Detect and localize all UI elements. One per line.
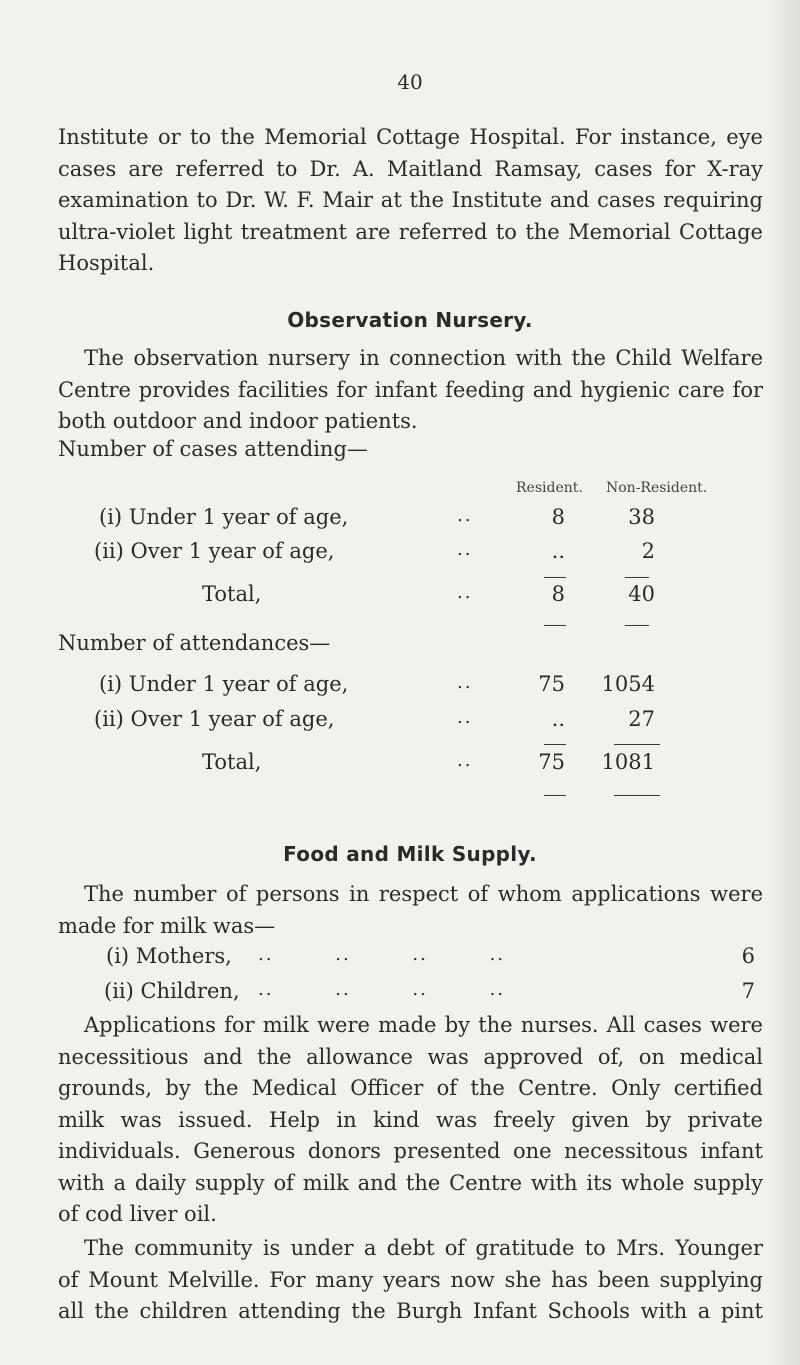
milk-row-value: 7 — [741, 979, 755, 1003]
attendance-row-label: (ii) Over 1 year of age, — [94, 707, 335, 731]
sum-rule — [625, 625, 649, 626]
milk-row-value: 6 — [741, 944, 755, 968]
text-line: ultra-violet light treatment are referred to the Memorial Cottage — [58, 219, 763, 244]
text-line: Applications for milk were made by the nurses. All cases were — [84, 1013, 763, 1037]
page-number: 40 — [397, 70, 423, 94]
attendances-total-nonresident: 1081 — [601, 750, 655, 774]
text-line: cases are referred to Dr. A. Maitland Ramsay, cases for X-ray — [58, 156, 763, 181]
milk-row-label: (ii) Children, — [104, 979, 240, 1003]
page-edge-shadow — [770, 0, 800, 1365]
cases-total-nonresident: 40 — [628, 582, 655, 606]
cases-total-label: Total, — [202, 582, 262, 606]
food-paragraph-2 — [58, 1233, 763, 1328]
text-line: Institute or to the Memorial Cottage Hospital. For instance, eye — [58, 125, 763, 149]
leader-dots: .. — [457, 582, 473, 603]
text-line: of Mount Melville. For many years now she has been supplying — [58, 1267, 763, 1292]
attendance-nonresident-value: 27 — [628, 707, 655, 731]
cases-heading: Number of cases attending— — [58, 437, 368, 461]
attendances-heading: Number of attendances— — [58, 631, 331, 655]
text-line: Hospital. — [58, 251, 155, 275]
food-paragraph-1 — [58, 1010, 763, 1231]
sum-rule — [625, 577, 649, 578]
leader-dots: .. — [457, 672, 473, 693]
intro-paragraph — [58, 122, 763, 280]
text-line: both outdoor and indoor patients. — [58, 409, 418, 433]
leader-dots: .. — [457, 707, 473, 728]
attendances-total-resident: 75 — [538, 750, 565, 774]
sum-rule — [614, 795, 660, 796]
cases-resident-value: .. — [551, 539, 565, 563]
milk-row-label: (i) Mothers, — [106, 944, 232, 968]
text-line: The number of persons in respect of whom applications were — [84, 882, 763, 906]
column-nonresident: Non-Resident. — [606, 480, 708, 496]
cases-row-label: (i) Under 1 year of age, — [99, 505, 349, 529]
cases-nonresident-value: 38 — [628, 505, 655, 529]
leader-dots: .. — [457, 505, 473, 526]
text-line: made for milk was— — [58, 913, 276, 938]
text-line: examination to Dr. W. F. Mair at the Institute and cases requiring — [58, 188, 763, 212]
sum-rule — [544, 577, 566, 578]
cases-total-resident: 8 — [551, 582, 565, 606]
attendance-resident-value: .. — [551, 707, 565, 731]
observation-paragraph — [58, 343, 763, 438]
text-line: The observation nursery in connection with the Child Welfare — [84, 346, 763, 370]
leader-dots: .. — [457, 539, 473, 560]
cases-nonresident-value: 2 — [641, 539, 655, 563]
text-line: The community is under a debt of gratitude to Mrs. Younger — [84, 1236, 763, 1260]
text-line: Centre provides facilities for infant feeding and hygienic care for — [58, 377, 763, 402]
attendances-total-label: Total, — [202, 750, 262, 774]
text-line: all the children attending the Burgh Infant Schools with a pint — [58, 1299, 763, 1323]
leader-dots: .. — [457, 750, 473, 771]
sum-rule — [614, 744, 660, 745]
text-line: grounds, by the Medical Officer of the Centre. Only certified — [58, 1076, 763, 1100]
attendance-resident-value: 75 — [538, 672, 565, 696]
text-line: milk was issued. Help in kind was freely given by private — [58, 1107, 763, 1132]
cases-resident-value: 8 — [551, 505, 565, 529]
food-intro-paragraph — [58, 879, 763, 942]
attendance-row-label: (i) Under 1 year of age, — [99, 672, 349, 696]
sum-rule — [544, 625, 566, 626]
attendance-nonresident-value: 1054 — [601, 672, 655, 696]
leader-dots: .. .. .. .. — [258, 979, 506, 1000]
food-heading: Food and Milk Supply. — [283, 842, 537, 866]
sum-rule — [544, 744, 566, 745]
text-line: individuals. Generous donors presented one necessitous infant — [58, 1139, 763, 1163]
text-line: of cod liver oil. — [58, 1202, 217, 1226]
leader-dots: .. .. .. .. — [258, 944, 506, 965]
sum-rule — [544, 795, 566, 796]
text-line: necessitious and the allowance was approved of, on medical — [58, 1044, 763, 1069]
observation-heading: Observation Nursery. — [287, 308, 533, 332]
cases-row-label: (ii) Over 1 year of age, — [94, 539, 335, 563]
column-resident: Resident. — [516, 480, 583, 496]
text-line: with a daily supply of milk and the Centre with its whole supply — [58, 1170, 763, 1195]
